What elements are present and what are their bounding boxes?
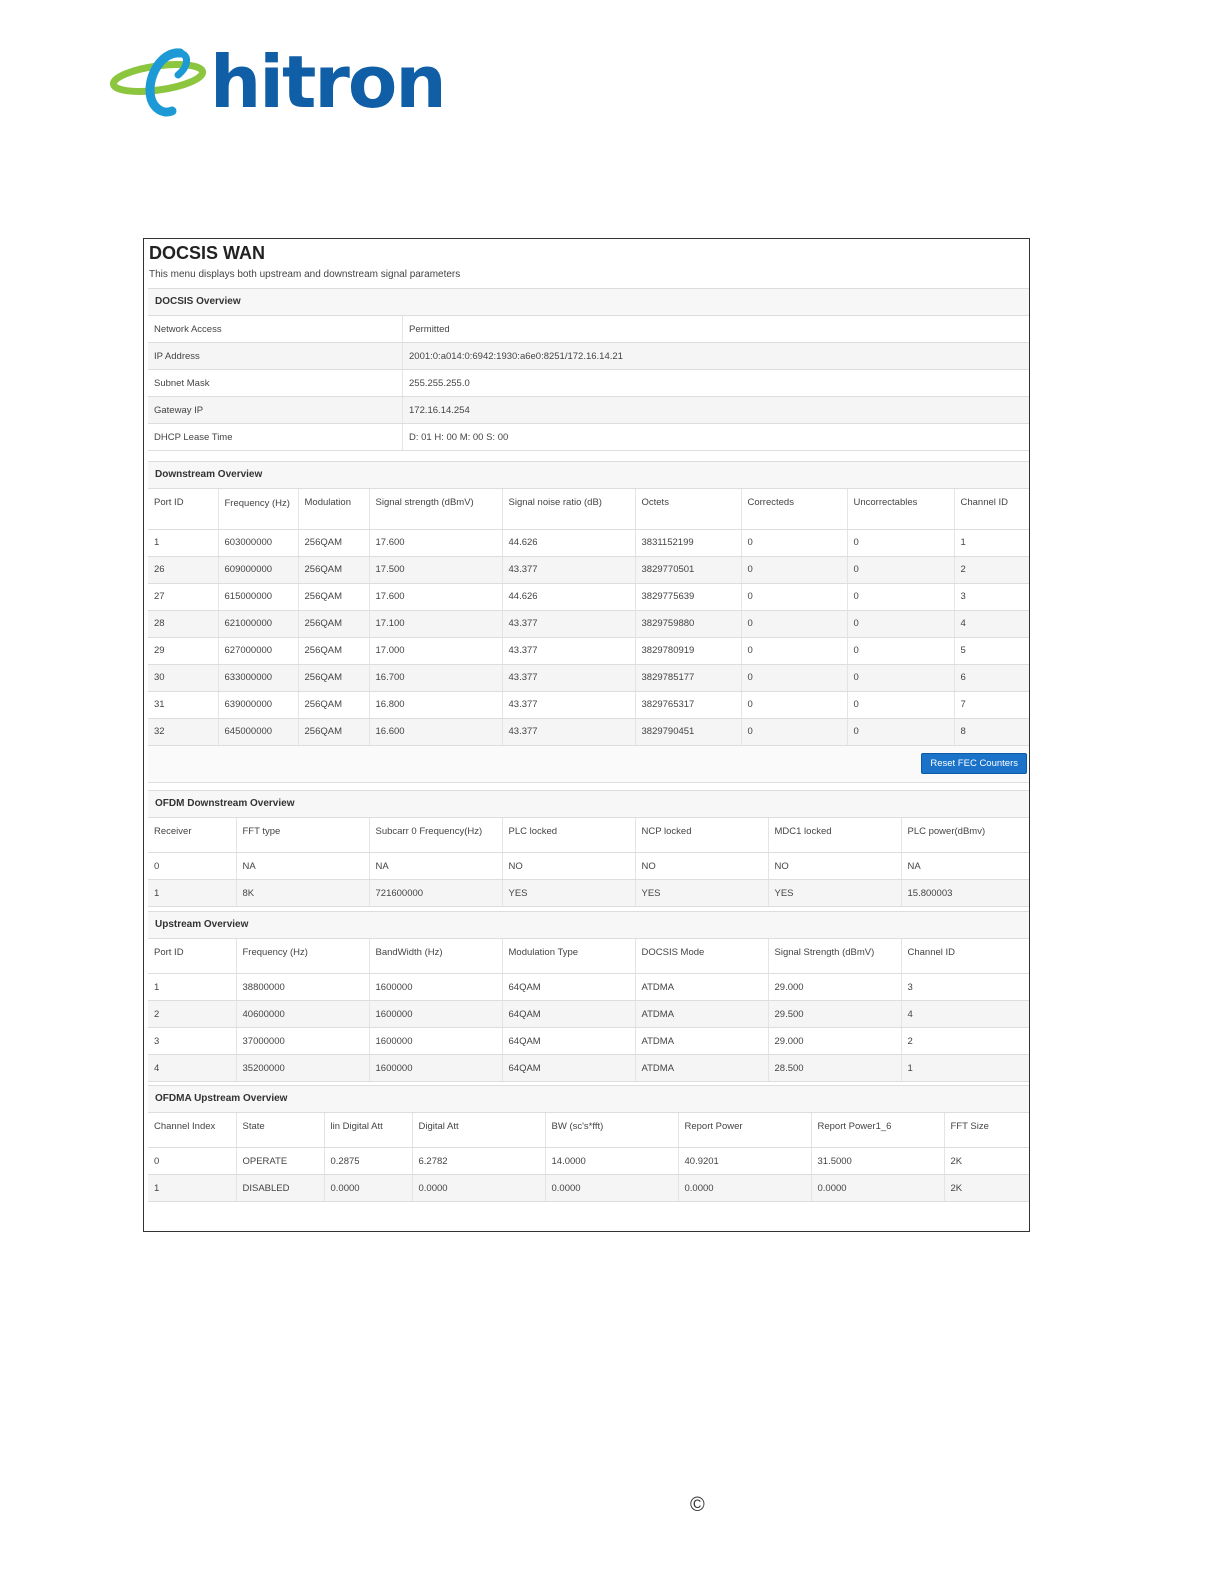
table-cell: 29.500 (768, 1001, 901, 1028)
column-header: Channel ID (954, 489, 1029, 529)
table-cell: 3829765317 (635, 691, 741, 718)
table-cell: 29 (148, 637, 218, 664)
table-cell: 256QAM (298, 583, 369, 610)
table-cell: DISABLED (236, 1175, 324, 1202)
table-cell: 1 (148, 1175, 236, 1202)
table-cell: NA (369, 853, 502, 880)
table-row (148, 664, 1029, 691)
table-cell: D: 01 H: 00 M: 00 S: 00 (403, 424, 1030, 451)
table-cell: 0 (148, 853, 236, 880)
table-cell: 0 (847, 718, 954, 745)
table-cell: 16.800 (369, 691, 502, 718)
table-cell: NO (768, 853, 901, 880)
table-cell: 64QAM (502, 1055, 635, 1082)
table-cell: 2 (148, 1001, 236, 1028)
table-row (148, 343, 1029, 370)
table-row (148, 880, 1029, 907)
table-cell: 621000000 (218, 610, 298, 637)
table-cell: 4 (148, 1055, 236, 1082)
table-cell: 256QAM (298, 529, 369, 556)
ofdm-downstream-table (148, 818, 1029, 907)
table-cell: 0.2875 (324, 1148, 412, 1175)
table-cell: 16.700 (369, 664, 502, 691)
table-cell: 609000000 (218, 556, 298, 583)
table-cell: 1600000 (369, 974, 502, 1001)
column-header: FFT Size (944, 1113, 1029, 1148)
table-cell: 5 (954, 637, 1029, 664)
table-cell: 2K (944, 1148, 1029, 1175)
table-cell: 32 (148, 718, 218, 745)
table-row (148, 974, 1029, 1001)
table-cell: 17.600 (369, 529, 502, 556)
ofdma-upstream-table (148, 1113, 1029, 1202)
table-cell: NA (236, 853, 369, 880)
table-row (148, 370, 1029, 397)
table-row (148, 691, 1029, 718)
table-cell: 256QAM (298, 610, 369, 637)
column-header: BandWidth (Hz) (369, 939, 502, 974)
table-row (148, 1028, 1029, 1055)
column-header: Uncorrectables (847, 489, 954, 529)
column-header: FFT type (236, 818, 369, 853)
table-cell: 2 (901, 1028, 1029, 1055)
table-cell: 4 (954, 610, 1029, 637)
section-title: OFDMA Upstream Overview (148, 1086, 1029, 1113)
table-cell: 1600000 (369, 1028, 502, 1055)
table-cell: 615000000 (218, 583, 298, 610)
column-header: lin Digital Att (324, 1113, 412, 1148)
table-cell: 28 (148, 610, 218, 637)
table-cell: 3829759880 (635, 610, 741, 637)
table-cell: 1 (148, 880, 236, 907)
table-cell: 0 (847, 556, 954, 583)
table-cell: 3831152199 (635, 529, 741, 556)
table-cell: 3829785177 (635, 664, 741, 691)
table-cell: ATDMA (635, 1028, 768, 1055)
page-subtitle: This menu displays both upstream and downstream signal parameters (149, 269, 461, 280)
table-row (148, 610, 1029, 637)
table-cell: 256QAM (298, 637, 369, 664)
table-row (148, 316, 1029, 343)
section-title: DOCSIS Overview (148, 289, 1029, 316)
table-row (148, 556, 1029, 583)
table-cell: Subnet Mask (148, 370, 403, 397)
table-cell: 627000000 (218, 637, 298, 664)
table-cell: 4 (901, 1001, 1029, 1028)
table-cell: 1 (901, 1055, 1029, 1082)
table-cell: NA (901, 853, 1029, 880)
table-cell: 721600000 (369, 880, 502, 907)
table-cell: 0.0000 (811, 1175, 944, 1202)
hitron-logo (110, 40, 445, 124)
docsis-overview-table (148, 316, 1029, 451)
table-cell: 2K (944, 1175, 1029, 1202)
table-cell: 27 (148, 583, 218, 610)
column-header: Receiver (148, 818, 236, 853)
table-cell: YES (768, 880, 901, 907)
column-header: Subcarr 0 Frequency(Hz) (369, 818, 502, 853)
column-header: DOCSIS Mode (635, 939, 768, 974)
button-row (148, 746, 1029, 783)
column-header: Signal strength (dBmV) (369, 489, 502, 529)
table-cell: 35200000 (236, 1055, 369, 1082)
table-cell: 1600000 (369, 1001, 502, 1028)
table-cell: 0 (741, 529, 847, 556)
table-cell: 43.377 (502, 691, 635, 718)
table-cell: 7 (954, 691, 1029, 718)
reset-fec-counters-button[interactable]: Reset FEC Counters (921, 753, 1027, 774)
table-cell: 255.255.255.0 (403, 370, 1030, 397)
table-cell: 37000000 (236, 1028, 369, 1055)
ofdm-downstream-section (148, 790, 1029, 907)
table-cell: 6 (954, 664, 1029, 691)
table-row (148, 424, 1029, 451)
column-header: BW (sc's*fft) (545, 1113, 678, 1148)
column-header: Digital Att (412, 1113, 545, 1148)
table-cell: 0 (847, 664, 954, 691)
table-cell: 44.626 (502, 583, 635, 610)
table-cell: 1600000 (369, 1055, 502, 1082)
table-cell: 3829780919 (635, 637, 741, 664)
table-cell: 1 (954, 529, 1029, 556)
table-row (148, 1175, 1029, 1202)
table-row (148, 1055, 1029, 1082)
table-cell: 256QAM (298, 691, 369, 718)
table-cell: 633000000 (218, 664, 298, 691)
column-header: Octets (635, 489, 741, 529)
column-header: Port ID (148, 489, 218, 529)
column-header: Channel ID (901, 939, 1029, 974)
column-header: Signal Strength (dBmV) (768, 939, 901, 974)
table-cell: 3829775639 (635, 583, 741, 610)
downstream-overview-section (148, 461, 1029, 783)
table-cell: IP Address (148, 343, 403, 370)
table-cell: 0 (847, 583, 954, 610)
table-cell: 17.500 (369, 556, 502, 583)
section-title: Upstream Overview (148, 912, 1029, 939)
table-cell: 30 (148, 664, 218, 691)
column-header: PLC power(dBmv) (901, 818, 1029, 853)
table-row (148, 529, 1029, 556)
table-cell: 43.377 (502, 718, 635, 745)
column-header: Signal noise ratio (dB) (502, 489, 635, 529)
table-cell: 0 (741, 556, 847, 583)
table-row (148, 397, 1029, 424)
column-header: Frequency (Hz) (236, 939, 369, 974)
page-title: DOCSIS WAN (149, 243, 266, 263)
table-row (148, 637, 1029, 664)
table-cell: 3829790451 (635, 718, 741, 745)
column-header: Channel Index (148, 1113, 236, 1148)
column-header: Modulation Type (502, 939, 635, 974)
table-cell: 0 (847, 610, 954, 637)
upstream-table (148, 939, 1029, 1082)
table-cell: Permitted (403, 316, 1030, 343)
table-row (148, 853, 1029, 880)
table-cell: 8 (954, 718, 1029, 745)
table-cell: 3 (148, 1028, 236, 1055)
column-header: PLC locked (502, 818, 635, 853)
upstream-overview-section (148, 911, 1029, 1082)
table-cell: 26 (148, 556, 218, 583)
column-header: MDC1 locked (768, 818, 901, 853)
table-cell: 28.500 (768, 1055, 901, 1082)
table-row (148, 1148, 1029, 1175)
table-cell: 0.0000 (545, 1175, 678, 1202)
table-cell: 645000000 (218, 718, 298, 745)
table-cell: 3 (954, 583, 1029, 610)
table-cell: 256QAM (298, 664, 369, 691)
table-cell: 0 (741, 718, 847, 745)
table-cell: 3 (901, 974, 1029, 1001)
column-header: Modulation (298, 489, 369, 529)
table-row (148, 718, 1029, 745)
table-cell: 31 (148, 691, 218, 718)
table-cell: DHCP Lease Time (148, 424, 403, 451)
table-cell: 0 (148, 1148, 236, 1175)
table-cell: NO (502, 853, 635, 880)
docsis-overview-section (148, 288, 1029, 451)
table-cell: 64QAM (502, 1001, 635, 1028)
table-cell: 15.800003 (901, 880, 1029, 907)
table-cell: 1 (148, 974, 236, 1001)
table-cell: 43.377 (502, 637, 635, 664)
column-header: NCP locked (635, 818, 768, 853)
table-cell: 603000000 (218, 529, 298, 556)
column-header: Report Power (678, 1113, 811, 1148)
table-cell: ATDMA (635, 1001, 768, 1028)
column-header: State (236, 1113, 324, 1148)
table-row (148, 1001, 1029, 1028)
table-cell: 1 (148, 529, 218, 556)
column-header: Frequency (Hz) (218, 489, 298, 529)
table-cell: 0 (847, 691, 954, 718)
docsis-wan-panel (143, 238, 1030, 1232)
table-cell: 17.100 (369, 610, 502, 637)
table-cell: 43.377 (502, 556, 635, 583)
table-cell: 29.000 (768, 1028, 901, 1055)
table-cell: 172.16.14.254 (403, 397, 1030, 424)
table-cell: YES (635, 880, 768, 907)
table-cell: 64QAM (502, 1028, 635, 1055)
table-cell: 0 (741, 583, 847, 610)
table-cell: NO (635, 853, 768, 880)
table-cell: 14.0000 (545, 1148, 678, 1175)
table-cell: 3829770501 (635, 556, 741, 583)
section-title: Downstream Overview (148, 462, 1029, 489)
table-cell: 639000000 (218, 691, 298, 718)
downstream-table (148, 489, 1029, 746)
table-cell: 0 (847, 529, 954, 556)
table-cell: 6.2782 (412, 1148, 545, 1175)
table-cell: 0 (741, 637, 847, 664)
table-cell: 40.9201 (678, 1148, 811, 1175)
copyright-symbol: © (690, 1494, 705, 1516)
table-cell: ATDMA (635, 1055, 768, 1082)
table-cell: 40600000 (236, 1001, 369, 1028)
table-cell: 2 (954, 556, 1029, 583)
table-cell: 17.000 (369, 637, 502, 664)
table-cell: 17.600 (369, 583, 502, 610)
table-cell: 16.600 (369, 718, 502, 745)
table-cell: 0 (741, 691, 847, 718)
table-cell: 256QAM (298, 718, 369, 745)
hitron-swoosh-icon (110, 45, 210, 120)
column-header: Port ID (148, 939, 236, 974)
column-header: Correcteds (741, 489, 847, 529)
table-cell: 44.626 (502, 529, 635, 556)
table-cell: 0 (741, 664, 847, 691)
table-cell: 0.0000 (324, 1175, 412, 1202)
table-cell: 8K (236, 880, 369, 907)
table-cell: 0 (741, 610, 847, 637)
table-cell: 38800000 (236, 974, 369, 1001)
table-cell: 2001:0:a014:0:6942:1930:a6e0:8251/172.16.14.21 (403, 343, 1030, 370)
table-cell: OPERATE (236, 1148, 324, 1175)
table-cell: ATDMA (635, 974, 768, 1001)
table-cell: 0.0000 (678, 1175, 811, 1202)
table-cell: 256QAM (298, 556, 369, 583)
table-cell: Network Access (148, 316, 403, 343)
table-cell: 43.377 (502, 610, 635, 637)
logo-wordmark: hitron (210, 40, 445, 124)
table-row (148, 583, 1029, 610)
table-cell: Gateway IP (148, 397, 403, 424)
table-cell: 0.0000 (412, 1175, 545, 1202)
table-cell: 29.000 (768, 974, 901, 1001)
column-header: Report Power1_6 (811, 1113, 944, 1148)
table-cell: 31.5000 (811, 1148, 944, 1175)
section-title: OFDM Downstream Overview (148, 791, 1029, 818)
table-cell: YES (502, 880, 635, 907)
table-cell: 64QAM (502, 974, 635, 1001)
ofdma-upstream-section (148, 1085, 1029, 1202)
table-cell: 0 (847, 637, 954, 664)
table-cell: 43.377 (502, 664, 635, 691)
